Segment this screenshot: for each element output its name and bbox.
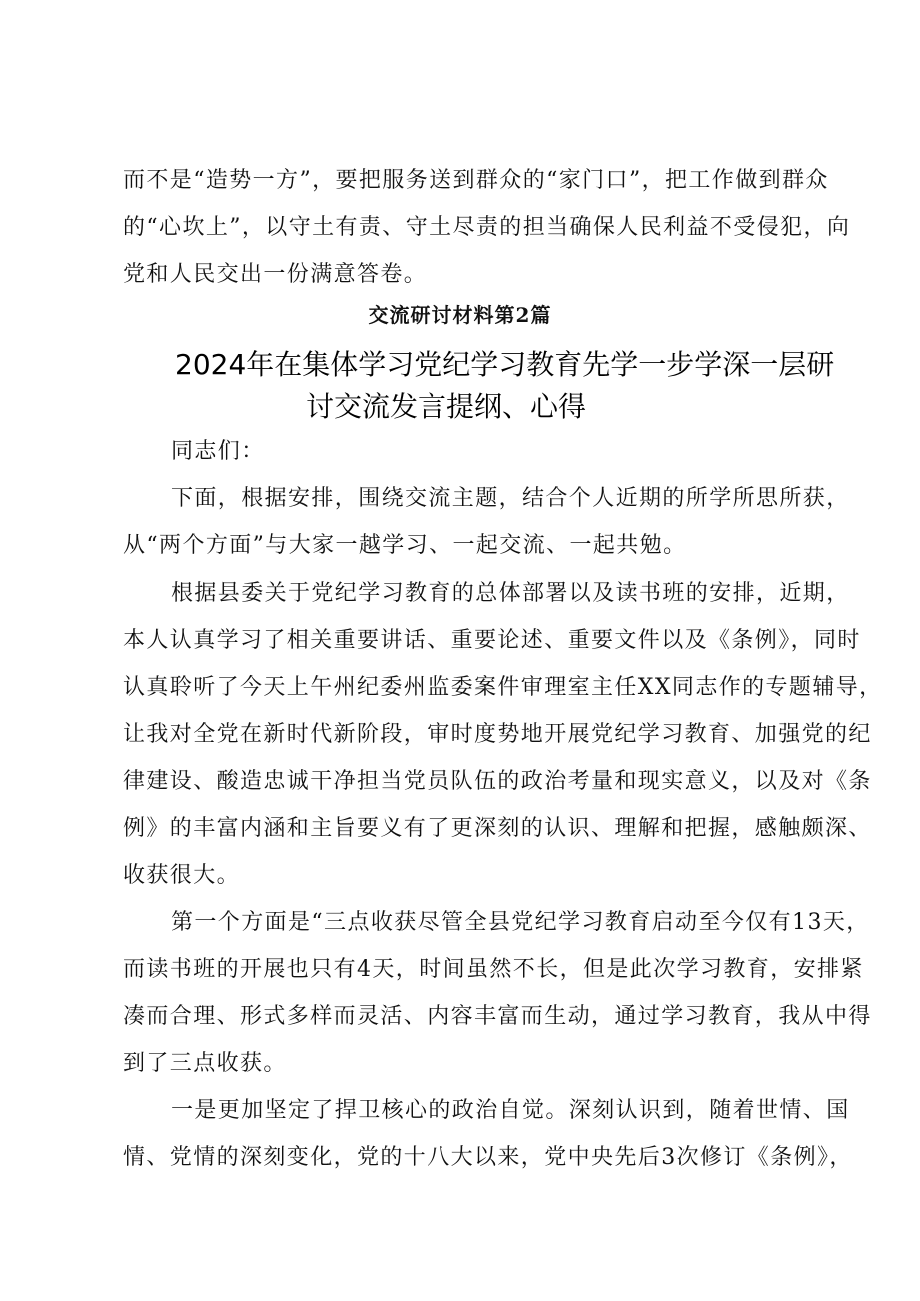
paragraph-2-line-6: 例》的丰富内涵和主旨要义有了更深刻的认识、理解和把握，感触颇深、 — [123, 816, 872, 841]
paragraph-4-line-2: 情、党情的深刻变化，党的十八大以来，党中央先后3次修订《条例》， — [123, 1145, 853, 1170]
paragraph-2-line-3: 认真聆听了今天上午州纪委州监委案件审理室主任XX同志作的专题辅导， — [123, 675, 883, 700]
salutation: 同志们： — [171, 439, 265, 464]
paragraph-2-line-1: 根据县委关于党纪学习教育的总体部署以及读书班的安排，近期， — [171, 581, 850, 606]
paragraph-2-line-4: 让我对全党在新时代新阶段，审时度势地开展党纪学习教育、加强党的纪 — [123, 722, 872, 747]
paragraph-1-line-2: 从“两个方面”与大家一越学习、一起交流、一起共勉。 — [123, 533, 687, 558]
intro-line-1: 而不是“造势一方”，要把服务送到群众的“家门口”，把工作做到群众 — [123, 168, 829, 193]
paragraph-3-line-3: 凑而合理、形式多样而灵活、内容丰富而生动，通过学习教育，我从中得 — [123, 1004, 872, 1029]
intro-line-3: 党和人民交出一份满意答卷。 — [123, 262, 428, 287]
paragraph-2-line-2: 本人认真学习了相关重要讲话、重要论述、重要文件以及《条例》，同时 — [123, 628, 861, 653]
paragraph-1-line-1: 下面，根据安排，围绕交流主题，结合个人近期的所学所思所获， — [171, 486, 850, 511]
intro-line-2: 的“心坎上”，以守土有责、守土尽责的担当确保人民利益不受侵犯，向 — [123, 215, 851, 240]
document-title-line-2: 讨交流发言提纲、心得 — [306, 390, 587, 423]
paragraph-4-line-1: 一是更加坚定了捍卫核心的政治自觉。深刻认识到，随着世情、国 — [171, 1098, 850, 1123]
paragraph-2-line-5: 律建设、酸造忠诚干净担当党员队伍的政治考量和现实意义，以及对《条 — [123, 769, 872, 794]
paragraph-3-line-2: 而读书班的开展也只有4天，时间虽然不长，但是此次学习教育，安排紧 — [123, 957, 864, 982]
section-label: 交流研讨材料第2篇 — [368, 303, 552, 327]
paragraph-3-line-1: 第一个方面是“三点收获尽管全县党纪学习教育启动至今仅有13天， — [171, 910, 870, 935]
document-title-line-1: 2024年在集体学习党纪学习教育先学一步学深一层研 — [175, 348, 835, 381]
paragraph-2-line-7: 收获很大。 — [123, 863, 241, 888]
paragraph-3-line-4: 到了三点收获。 — [123, 1051, 287, 1076]
